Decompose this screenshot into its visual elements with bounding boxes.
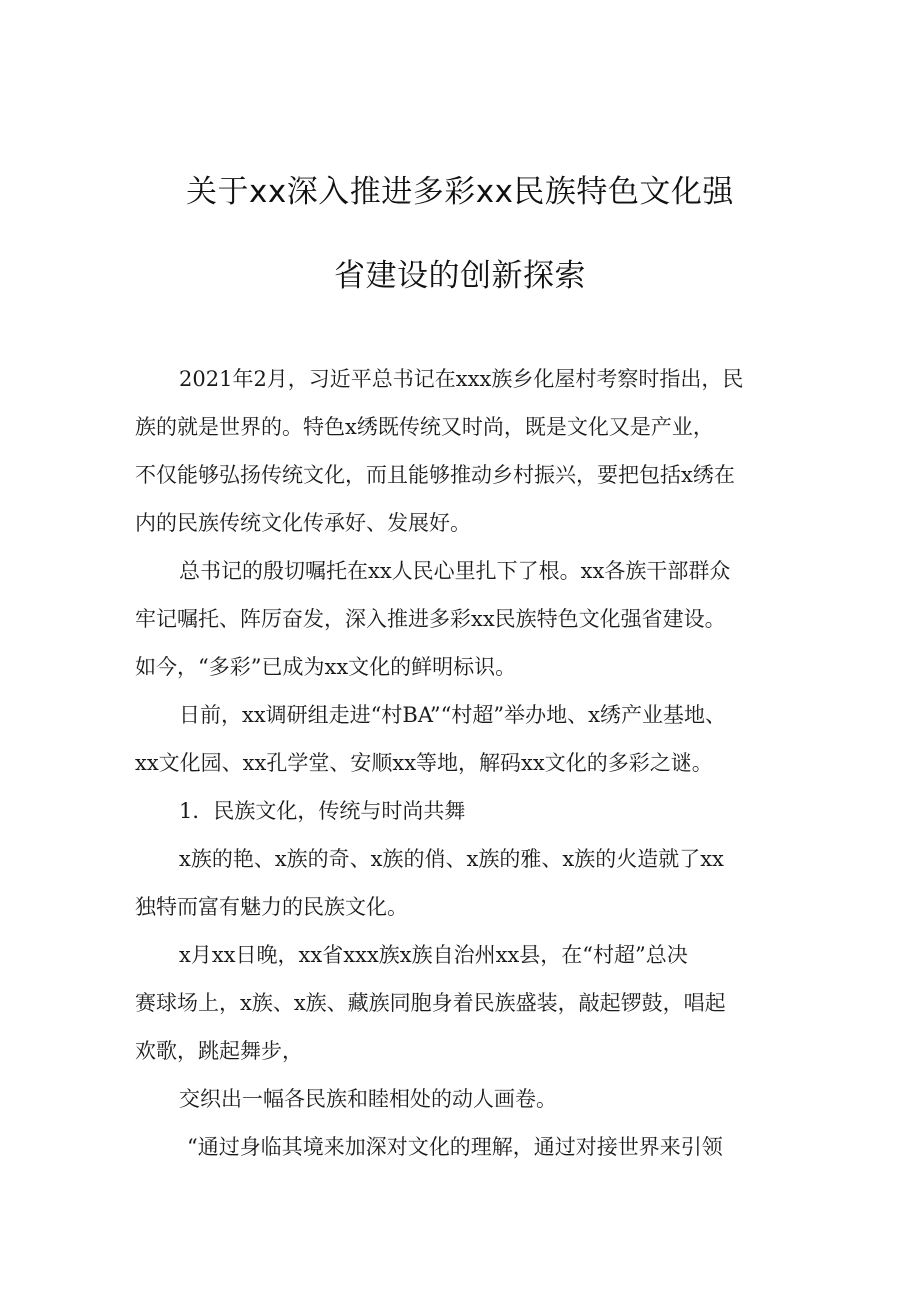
document-body [135, 355, 795, 1171]
paragraph-line: 牢记嘱托、阵厉奋发，深入推进多彩xx民族特色文化强省建设。 [135, 607, 726, 631]
paragraph-line: 如今，“多彩”已成为xx文化的鲜明标识。 [135, 655, 517, 679]
paragraph-line: 赛球场上，x族、x族、藏族同胞身着民族盛装，敲起锣鼓，唱起 [135, 991, 726, 1015]
paragraph-line: 内的民族传统文化传承好、发展好。 [135, 511, 471, 535]
document-title-line-2: 省建设的创新探索 [334, 258, 586, 294]
paragraph-line: “通过身临其境来加深对文化的理解，通过对接世界来引领 [187, 1135, 723, 1159]
paragraph-line: 2021年2月，习近平总书记在xxx族乡化屋村考察时指出，民 [179, 367, 744, 391]
paragraph-line: x族的艳、x族的奇、x族的俏、x族的雅、x族的火造就了xx [179, 847, 724, 871]
paragraph-line: 独特而富有魅力的民族文化。 [135, 895, 408, 919]
paragraph-line: xx文化园、xx孔学堂、安顺xx等地，解码xx文化的多彩之谜。 [135, 751, 713, 775]
document-title-line-1: 关于xx深入推进多彩xx民族特色文化强 [186, 174, 734, 210]
paragraph-line: 日前，xx调研组走进“村BA”“村超”举办地、x绣产业基地、 [179, 703, 726, 727]
paragraph-line: 欢歌，跳起舞步， [135, 1039, 303, 1063]
paragraph-line: 族的就是世界的。特色x绣既传统又时尚，既是文化又是产业， [135, 415, 714, 439]
paragraph-line: 交织出一幅各民族和睦相处的动人画卷。 [179, 1087, 557, 1111]
paragraph-line: 不仅能够弘扬传统文化，而且能够推动乡村振兴，要把包括x绣在 [135, 463, 735, 487]
paragraph-line: 总书记的殷切嘱托在xx人民心里扎下了根。xx各族干部群众 [179, 559, 731, 583]
section-heading: 1．民族文化，传统与时尚共舞 [179, 799, 466, 823]
paragraph-line: x月xx日晚，xx省xxx族x族自治州xx县，在“村超”总决 [179, 943, 688, 967]
